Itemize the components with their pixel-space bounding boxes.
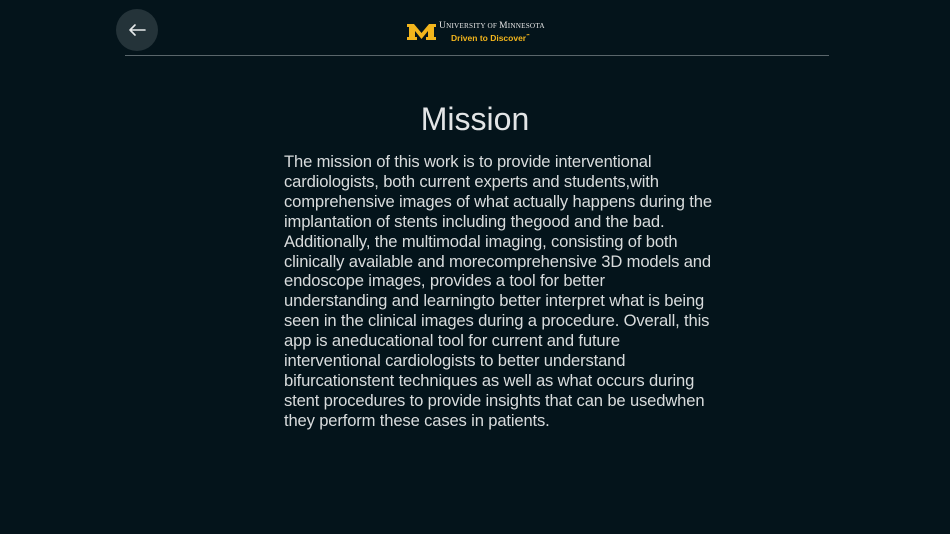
block-M-icon	[406, 21, 437, 43]
arrow-left-icon	[127, 23, 147, 37]
mission-text: The mission of this work is to provide interventional cardiologists, both current experts and students,with comprehensive images of what actually happens during the implantation of stents including thegood and the bad. Additionally, the multimodal imaging, consisting of both clinically available and morecomprehensive 3D models and endoscope images, provides a tool for better understanding and learningto better interpret what is being seen in the clinical images during a procedure. Overall, this app is aneducational tool for current and future interventional cardiologists to better understand bifurcationstent techniques as well as what occurs during stent procedures to provide insights that can be usedwhen they perform these cases in patients.	[284, 152, 712, 430]
back-button[interactable]	[116, 9, 158, 51]
university-logo	[406, 20, 545, 44]
university-name: UNIVERSITY OF MINNESOTA	[439, 20, 545, 31]
header-divider	[125, 55, 829, 56]
logo-tagline: Driven to Discover℠	[451, 33, 531, 43]
page-title: Mission	[420, 101, 530, 137]
